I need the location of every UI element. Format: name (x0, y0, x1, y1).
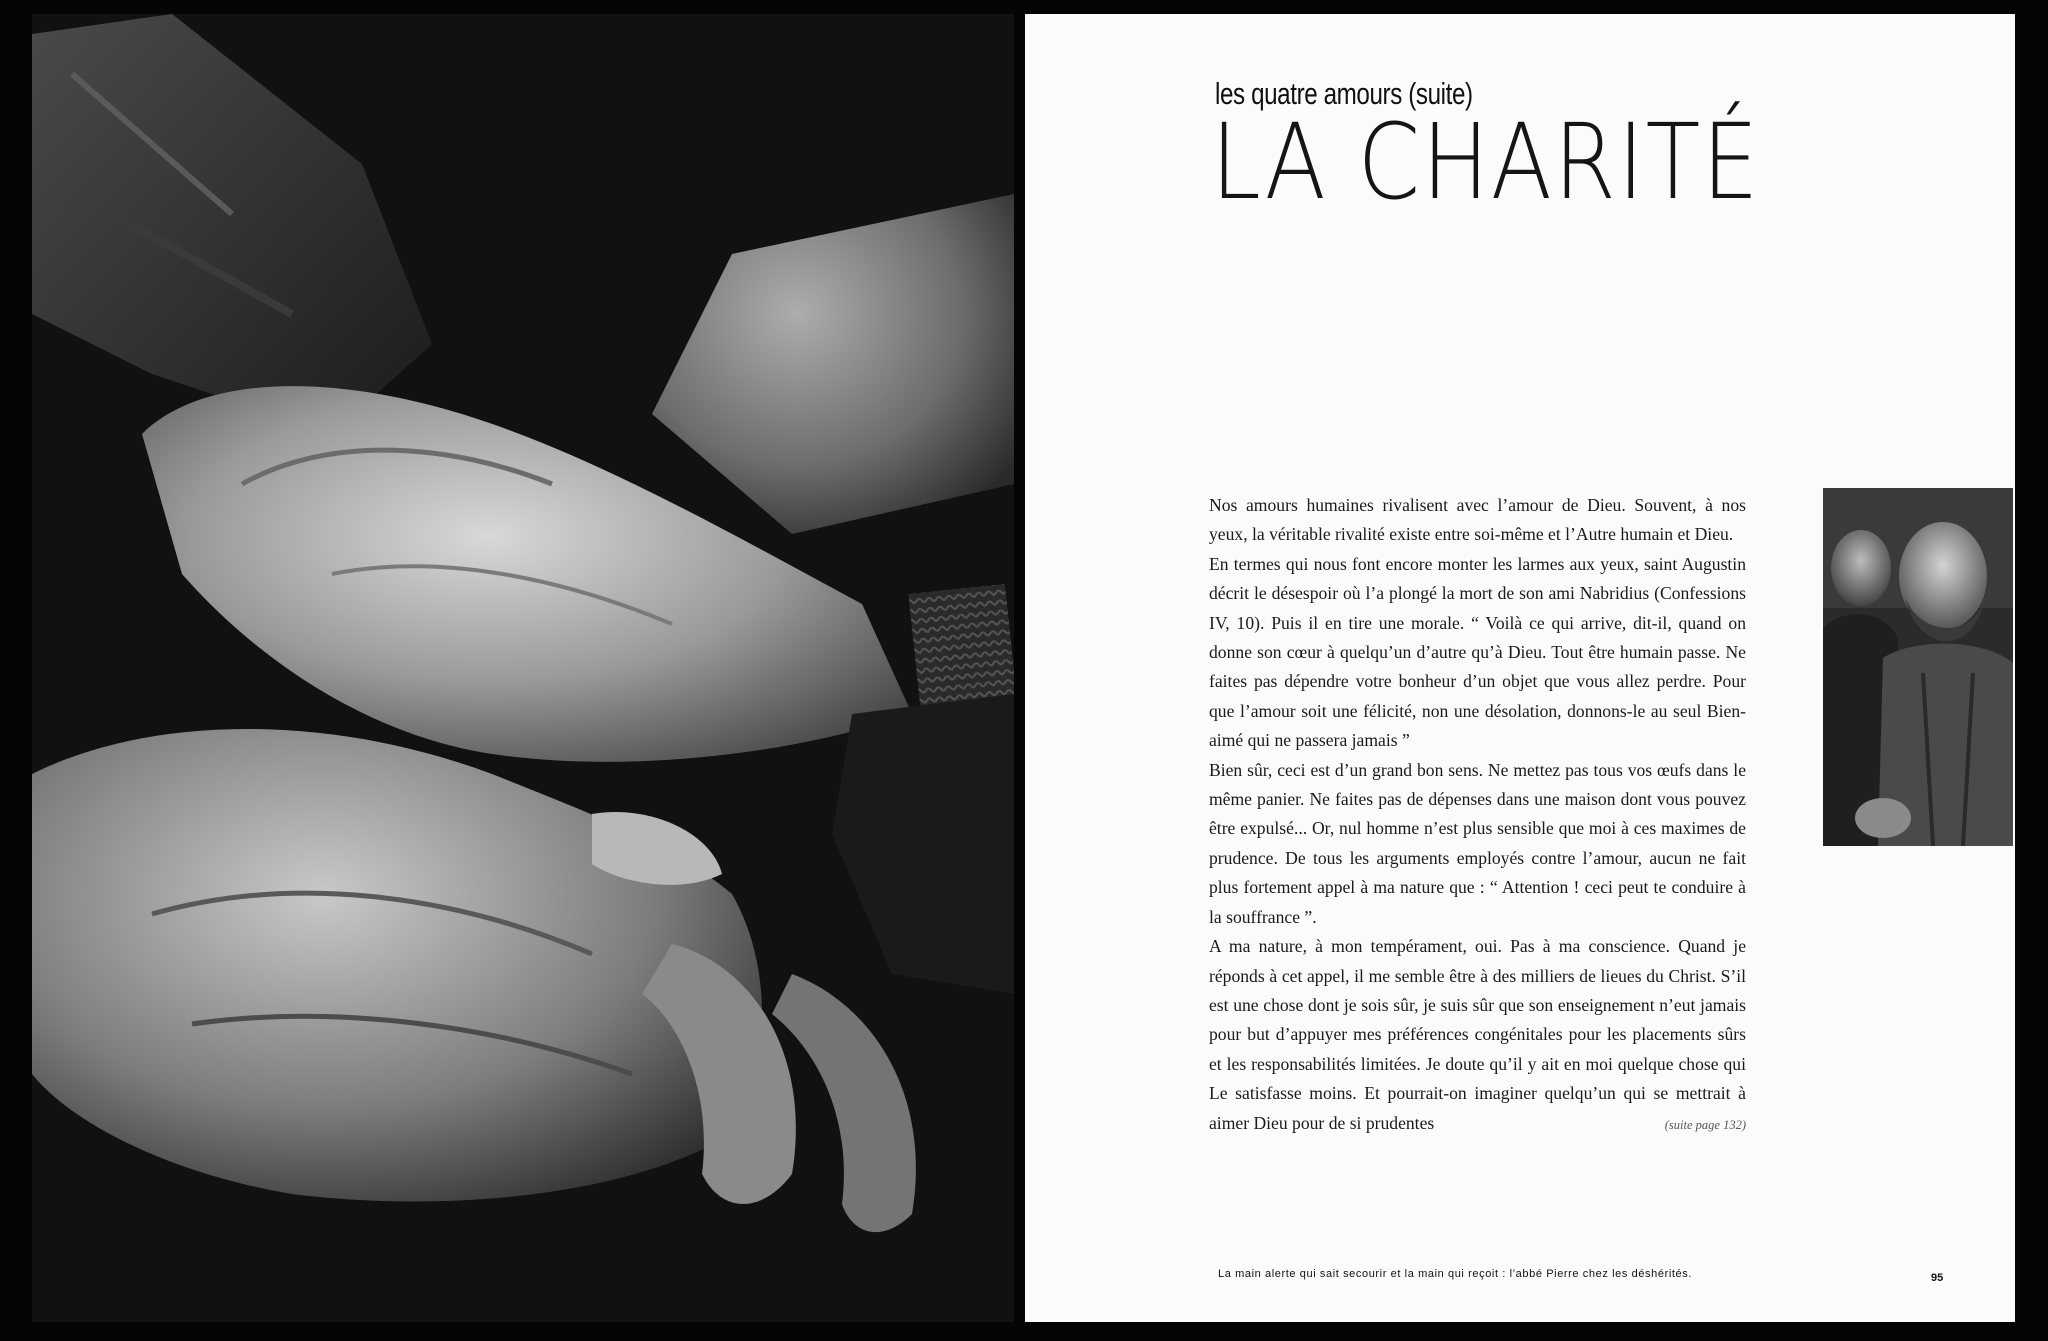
paragraph: En termes qui nous font encore monter les larmes aux yeux, saint Augustin décrit le désespoir où l’a plongé la mort de son ami Nabridius (Confessions IV, 10). Puis il en tire une morale. “ Voilà ce qui arrive, dit-il, quand on donne son cœur à quelqu’un d’autre qu’à Dieu. Tout être humain passe. Ne faites pas dépendre votre bonheur d’un objet que vous allez perdre. Pour que l’amour soit une félicité, non une désolation, donnons-le au seul Bien-aimé qui ne passera jamais ” (1209, 553, 1746, 751)
photo-illustration (32, 14, 1014, 1322)
abbe-pierre-photo (1823, 488, 2013, 846)
paragraph: Bien sûr, ceci est d’un grand bon sens. Ne mettez pas tous vos œufs dans le même panier. Ne faites pas de dépenses dans une maison dont vous pouvez être expulsé... Or, nul homme n’est plus sensible que moi à ces maximes de prudence. De tous les arguments employés contre l’amour, aucun ne fait plus fortement appel à ma nature que : “ Attention ! ceci peut te conduire à la souffrance ”. (1209, 759, 1746, 927)
article-title: LA CHARITÉ (1211, 101, 1761, 223)
article-body (1209, 491, 1746, 1140)
paragraph (1209, 932, 1746, 1138)
paragraph: Nos amours humaines rivalisent avec l’amour de Dieu. Souvent, à nos yeux, la véritable rivalité existe entre soi-même et l’Autre humain et Dieu. (1209, 495, 1746, 545)
page-number: 95 (1931, 1272, 1944, 1284)
clasped-hands-photo (32, 14, 1014, 1322)
article-kicker: les quatre amours (suite) (1215, 76, 1473, 111)
article-page (1025, 14, 2015, 1322)
paragraph-text: A ma nature, à mon tempérament, oui. Pas à ma conscience. Quand je réponds à cet appel, il me semble être à des milliers de lieues du Christ. S’il est une chose dont je sois sûr, je suis sûr que son enseignement n’eut jamais pour but d’appuyer mes préférences congénitales pour les placements sûrs et les responsabilités limitées. Je doute qu’il y ait en moi quelque chose qui Le satisfasse moins. Et pourrait-on imaginer quelqu’un qui se mettrait à aimer Dieu pour de si prudentes (1209, 936, 1746, 1133)
continuation-note: (suite page 132) (1664, 1117, 1746, 1132)
side-photo-illustration (1823, 488, 2013, 846)
photo-caption: La main alerte qui sait secourir et la main qui reçoit : l’abbé Pierre chez les déshérités. (1218, 1268, 1693, 1280)
